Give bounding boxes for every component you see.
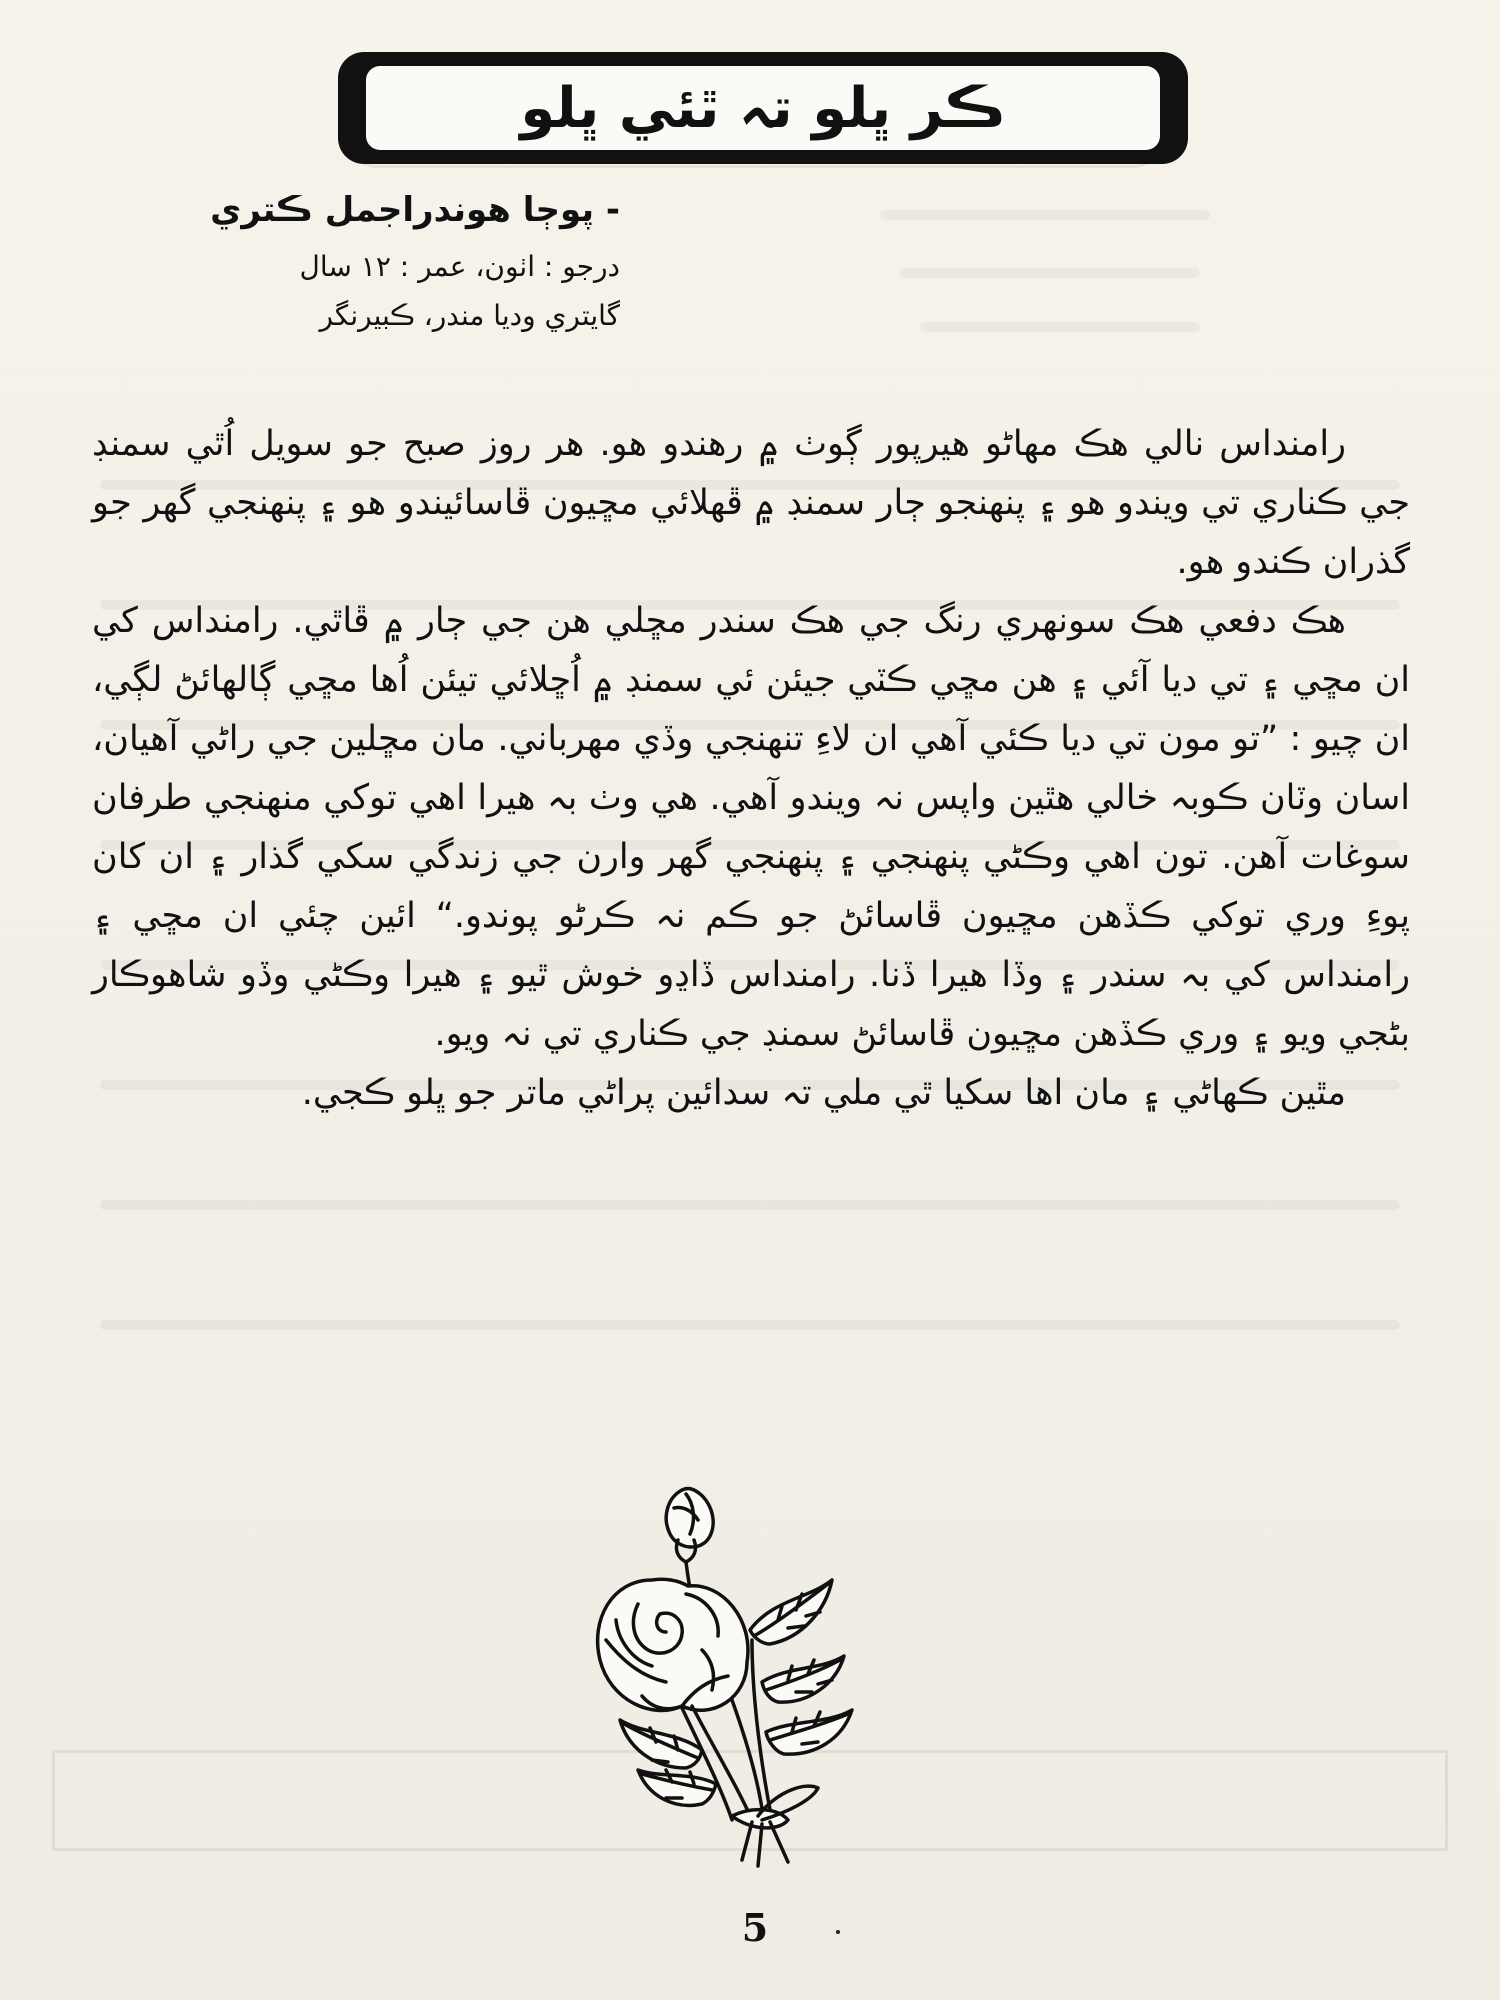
bleed-through-line: [920, 322, 1200, 332]
print-speck: [836, 1930, 840, 1934]
bleed-through-line: [100, 1200, 1400, 1210]
story-paragraph: رامنداس نالي هڪ مهاڻو هيرپور ڳوٺ ۾ رهندو هو. هر روز صبح جو سويل اُٿي سمنڊ جي ڪناري تي ويندو هو ۽ پنهنجو ڄار سمنڊ ۾ ڦهلائي مڇيون ڦاسائيندو هو ۽ پنهنجي گهر جو گذران ڪندو هو.: [92, 424, 1410, 582]
rose-icon: [582, 1470, 902, 1870]
title-panel: [366, 66, 1160, 150]
story-paragraph: مٿين ڪهاڻي ۽ مان اها سکيا ٿي ملي تہ سدائين پراڻي ماتر جو ڀلو ڪجي.: [301, 1073, 1346, 1113]
page-number: 5: [741, 1905, 769, 1950]
title-frame: [338, 52, 1188, 164]
story-paragraph: هڪ دفعي هڪ سونهري رنگ جي هڪ سندر مڇلي هن جي ڄار ۾ ڦاٿي. رامنداس کي ان مڇي ۽ تي ديا آئي ۽ هن مڇي ڪٽي جيئن ئي سمنڊ ۾ اُڇلائي تيئن اُها مڇي ڳالهائڻ لڳي، ان چيو : ”تو مون تي ديا ڪئي آهي ان لاءِ تنهنجي وڏي مهرباني. مان مڇلين جي راڻي آهيان، اسان وٽان ڪوبہ خالي هٿين واپس نہ ويندو آهي. هي وٺ بہ هيرا اهي توکي منهنجي طرفان سوغات آهن. تون اهي وڪڻي پنهنجي ۽ پنهنجي گهر وارن جي زندگي سکي گذار ۽ ان کان پوءِ وري توکي ڪڏهن مڇيون ڦاسائڻ جو ڪم نہ ڪرڻو پوندو.“ ائين چئي ان مڇي ۽ رامنداس کي بہ سندر ۽ وڏا هيرا ڏنا. رامنداس ڏاڍو خوش ٿيو ۽ هيرا وڪڻي وڏو شاهوڪار بڻجي ويو ۽ وري ڪڏهن مڇيون ڦاسائڻ سمنڊ جي ڪناري تي نہ ويو.: [92, 601, 1410, 1054]
author-block: [80, 190, 620, 348]
author-grade-age: درجو : اٺون، عمر : ١٢ سال: [299, 250, 620, 283]
bleed-through-line: [880, 210, 1210, 220]
page-title: ڪر ڀلو تہ ٿئي ڀلو: [520, 75, 1006, 141]
bleed-through-line: [100, 1320, 1400, 1330]
bleed-through-line: [900, 268, 1200, 278]
author-name: - پوڄا هوندراجمل ڪتري: [210, 190, 620, 230]
author-school: گايتري وديا مندر، ڪبيرنگر: [319, 299, 620, 332]
story-body: [92, 415, 1410, 1123]
